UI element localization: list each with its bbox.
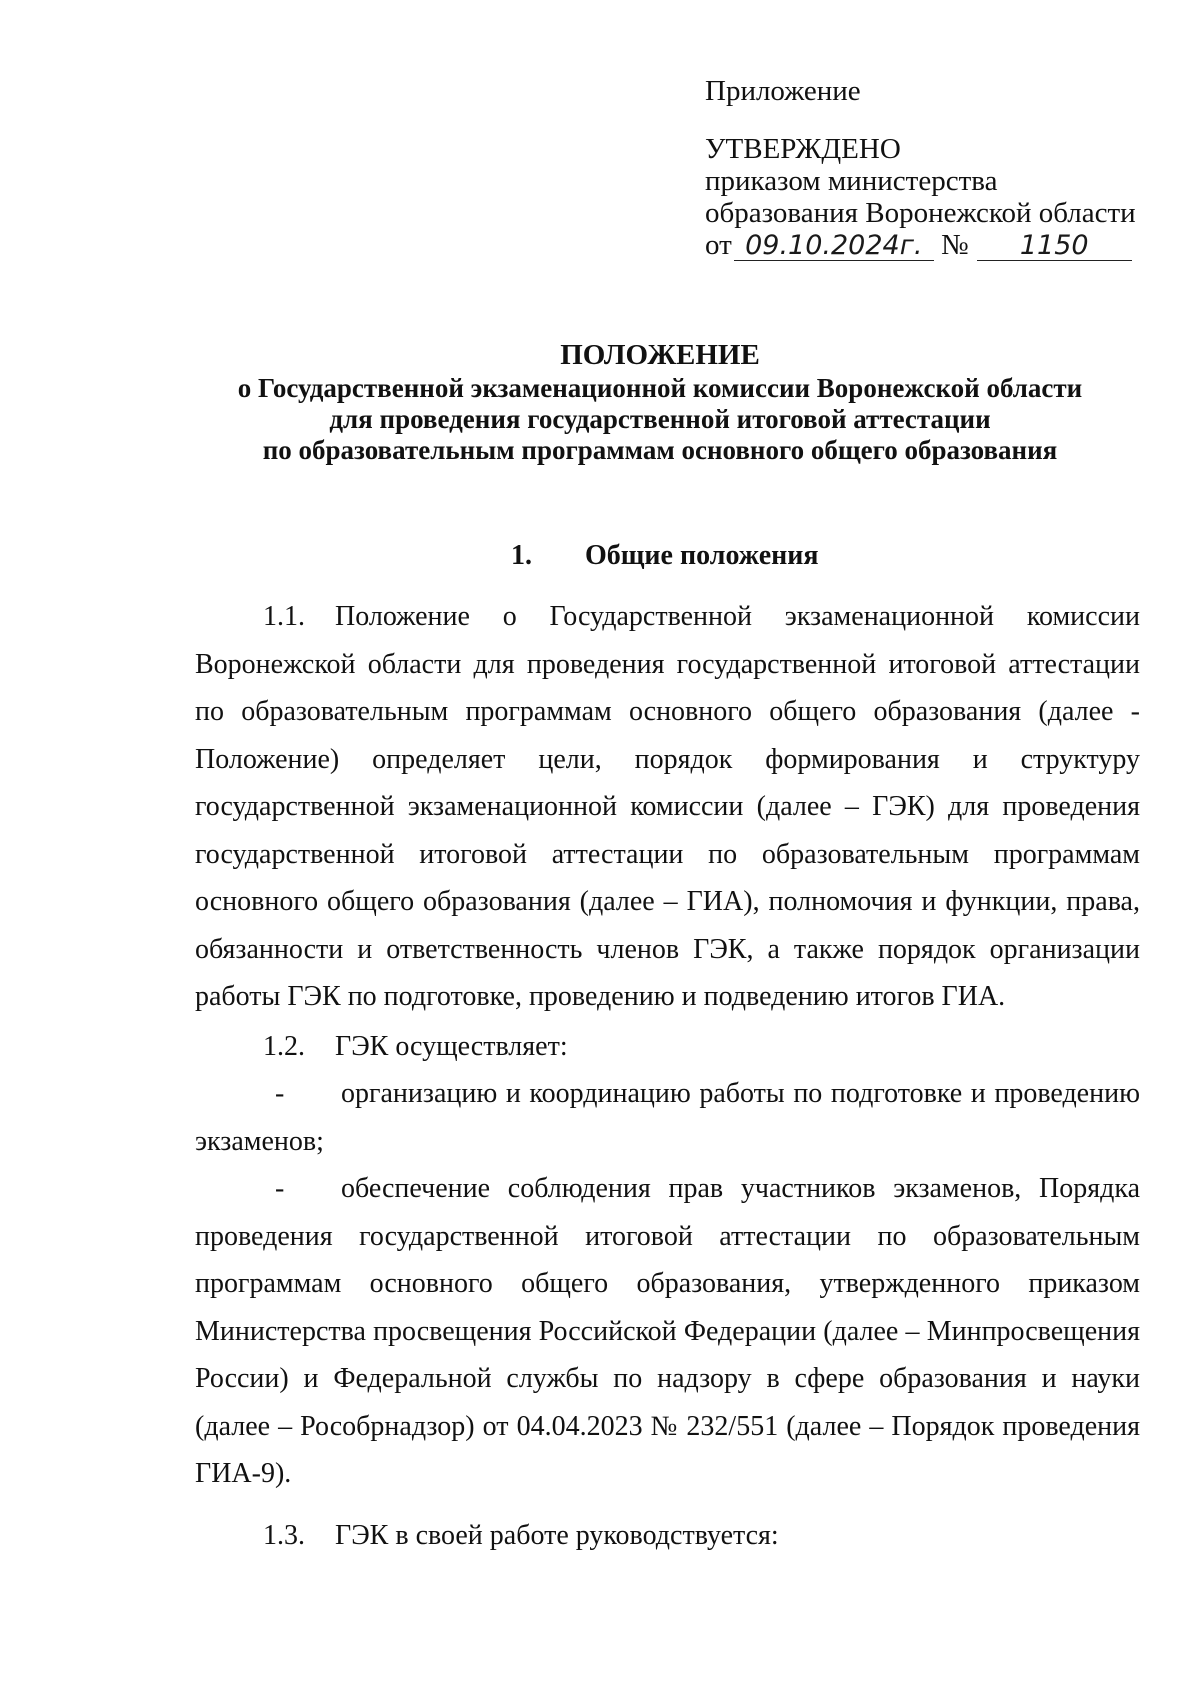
from-label: от [705,229,732,261]
title-line-2: для проведения государственной итоговой аттестации [329,404,991,434]
paragraph-number: 1.1. [263,601,305,632]
paragraph-1-1 [195,593,1140,1021]
number-label: № [941,229,969,261]
approval-date-line [705,229,1155,261]
section-name: Общие положения [585,540,819,571]
paragraph-text: ГЭК в своей работе руководствуется: [335,1519,779,1551]
approved-label: УТВЕРЖДЕНО [705,133,901,165]
approval-stamp [705,75,1155,261]
paragraph-1-2 [195,1023,1140,1071]
handwritten-number: 1150 [977,232,1132,261]
paragraph-number: 1.3. [263,1519,305,1551]
appendix-label: Приложение [705,75,861,107]
paragraph-number: 1.2. [263,1030,305,1062]
section-number: 1. [511,540,532,571]
handwritten-date: 09.10.2024г. [734,232,934,261]
dash-marker: - [275,1078,285,1109]
list-item [195,1165,1140,1498]
paragraph-text: Положение о Государственной экзаменационной комиссии Воронежской области для проведения государственной итоговой аттестации по образовательным программам основного общего образования (далее - Положение) определяет цели, порядок формирования и структуру государственной экзаменационной комиссии (далее – ГЭК) для проведения государственной итоговой аттестации по образовательным программам основного общего образования (далее – ГИА), полномочия и функции, права, обязанности и ответственность членов ГЭК, а также порядок организации работы ГЭК по подготовке, проведению и подведению итогов ГИА. [195,601,1140,1012]
document-title [150,340,1170,466]
paragraph-1-3 [195,1512,1140,1560]
paragraph-text: ГЭК осуществляет: [335,1030,568,1062]
list-item-text: обеспечение соблюдения прав участников экзаменов, Порядка проведения государственной итоговой аттестации по образовательным программам основного общего образования, утвержденного приказом Министерства просвещения Российской Федерации (далее – Минпросвещения России) и Федеральной службы по надзору в сфере образования и науки (далее – Рособрнадзор) от 04.04.2023 № 232/551 (далее – Порядок проведения ГИА-9). [195,1173,1140,1489]
title-line-1: о Государственной экзаменационной комиссии Воронежской области [237,373,1083,403]
approval-line-2: образования Воронежской области [705,197,1136,229]
dash-marker: - [275,1173,285,1204]
approval-line-1: приказом министерства [705,165,998,197]
list-item-text: организацию и координацию работы по подготовке и проведению экзаменов; [195,1078,1140,1157]
title-line-3: по образовательным программам основного общего образования [262,435,1058,465]
title-heading: ПОЛОЖЕНИЕ [560,339,760,371]
list-item [195,1070,1140,1165]
document-body [195,593,1140,1559]
